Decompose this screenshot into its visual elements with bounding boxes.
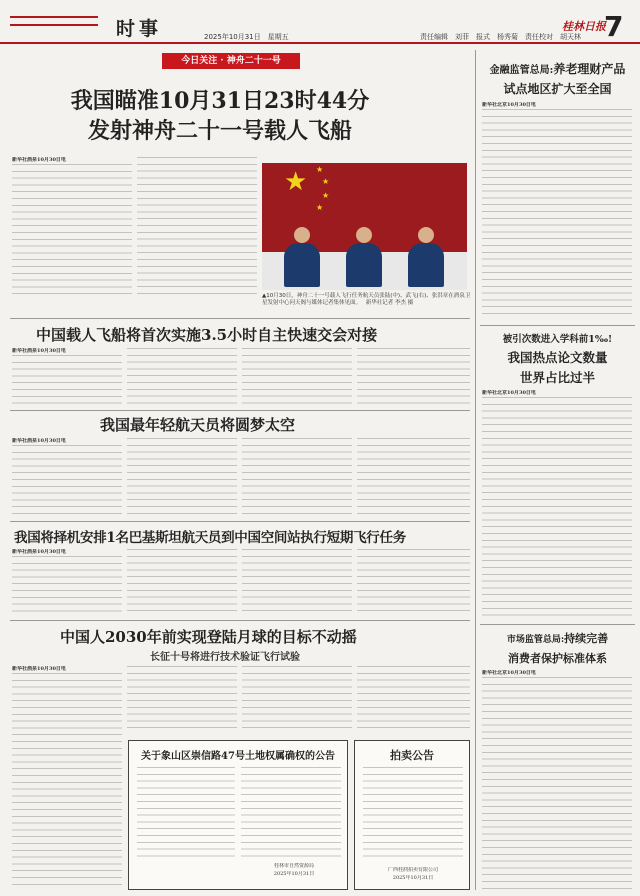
sidebar3-headline: 市场监管总局:持续完善 [506, 632, 609, 645]
astronaut-figure [346, 243, 382, 287]
article4-headline: 中国人2030年前实现登陆月球的目标不动摇 [60, 628, 357, 646]
newspaper-logo: 桂林日报 [562, 20, 606, 33]
sidebar1-dateline: 新华社北京10月30日电 [482, 102, 536, 108]
small-star-icon: ★ [316, 165, 324, 174]
editor-credits: 责任编辑 刘菲 报式 杨秀菊 责任校对 胡天林 [420, 33, 581, 41]
page-header [0, 0, 640, 44]
sidebar2-headline-line1: 我国热点论文数量 [507, 350, 608, 365]
article1-headline: 中国载人飞船将首次实施3.5小时自主快速交会对接 [36, 326, 378, 344]
auction-notice-date: 2025年10月31日 [392, 875, 434, 881]
auction-notice-title: 拍卖公告 [390, 749, 434, 762]
land-notice-issuer: 桂林市自然资源局 [273, 863, 314, 869]
article1-dateline: 新华社酒泉10月30日电 [12, 348, 66, 354]
astronaut-figure [408, 243, 444, 287]
issue-date: 2025年10月31日 星期五 [204, 33, 289, 41]
land-notice-date: 2025年10月31日 [273, 871, 315, 877]
sidebar3-dateline: 新华社北京10月30日电 [482, 670, 536, 676]
divider [10, 521, 470, 522]
article2-dateline: 新华社酒泉10月30日电 [12, 438, 66, 444]
lead-headline-line1: 我国瞄准10月31日23时44分 [70, 88, 370, 114]
article3-headline: 我国将择机安排1名巴基斯坦航天员到中国空间站执行短期飞行任务 [14, 530, 406, 546]
lead-headline-line2: 发射神舟二十一号载人飞船 [87, 118, 352, 144]
lead-body-col1 [12, 164, 132, 294]
small-star-icon: ★ [322, 177, 330, 186]
small-star-icon: ★ [322, 191, 330, 200]
astronaut-photo [262, 163, 467, 290]
page-number: 7 [604, 10, 624, 43]
astronaut-figure [284, 243, 320, 287]
land-notice-ad [128, 740, 348, 890]
article2-headline: 我国最年轻航天员将圆梦太空 [100, 416, 296, 434]
article4-subhead: 长征十号将进行技术验证飞行试验 [150, 652, 300, 663]
divider [480, 325, 635, 326]
small-star-icon: ★ [316, 203, 324, 212]
divider [10, 620, 470, 621]
sidebar1-headline: 金融监管总局:养老理财产品 [489, 62, 626, 76]
lead-dateline: 新华社酒泉10月30日电 [12, 157, 66, 163]
article4-dateline: 新华社酒泉10月30日电 [12, 666, 66, 672]
column-divider [475, 50, 476, 890]
land-notice-title: 关于象山区崇信路47号土地权属确权的公告 [141, 751, 335, 762]
sidebar2-kicker: 被引次数进入学科前1‰! [502, 334, 613, 345]
lead-body-col2 [137, 157, 257, 294]
large-star-icon: ★ [284, 167, 308, 197]
divider [10, 410, 470, 411]
sidebar2-dateline: 新华社北京10月30日电 [482, 390, 536, 396]
header-rule [10, 16, 98, 26]
photo-caption: ▲10月30日，神舟二十一号载人飞行任务航天员张陆(中)、武飞(右)、张洪章在酒泉卫星发射中心问天阁与媒体记者集体见面。 新华社记者 李杰 摄 [262, 293, 471, 306]
article3-dateline: 新华社酒泉10月30日电 [12, 549, 66, 555]
divider [10, 318, 470, 319]
auction-notice-issuer: 广西桂润拍卖有限公司 [387, 867, 438, 873]
auction-notice-ad [354, 740, 470, 890]
sidebar3-headline-line2: 消费者保护标准体系 [508, 652, 607, 665]
section-title: 时事 [116, 18, 163, 40]
divider [480, 624, 635, 625]
lead-kicker: 今日关注 · 神舟二十一号 [162, 53, 300, 69]
sidebar2-headline-line2: 世界占比过半 [519, 370, 595, 385]
sidebar1-headline-line2: 试点地区扩大至全国 [503, 82, 612, 96]
